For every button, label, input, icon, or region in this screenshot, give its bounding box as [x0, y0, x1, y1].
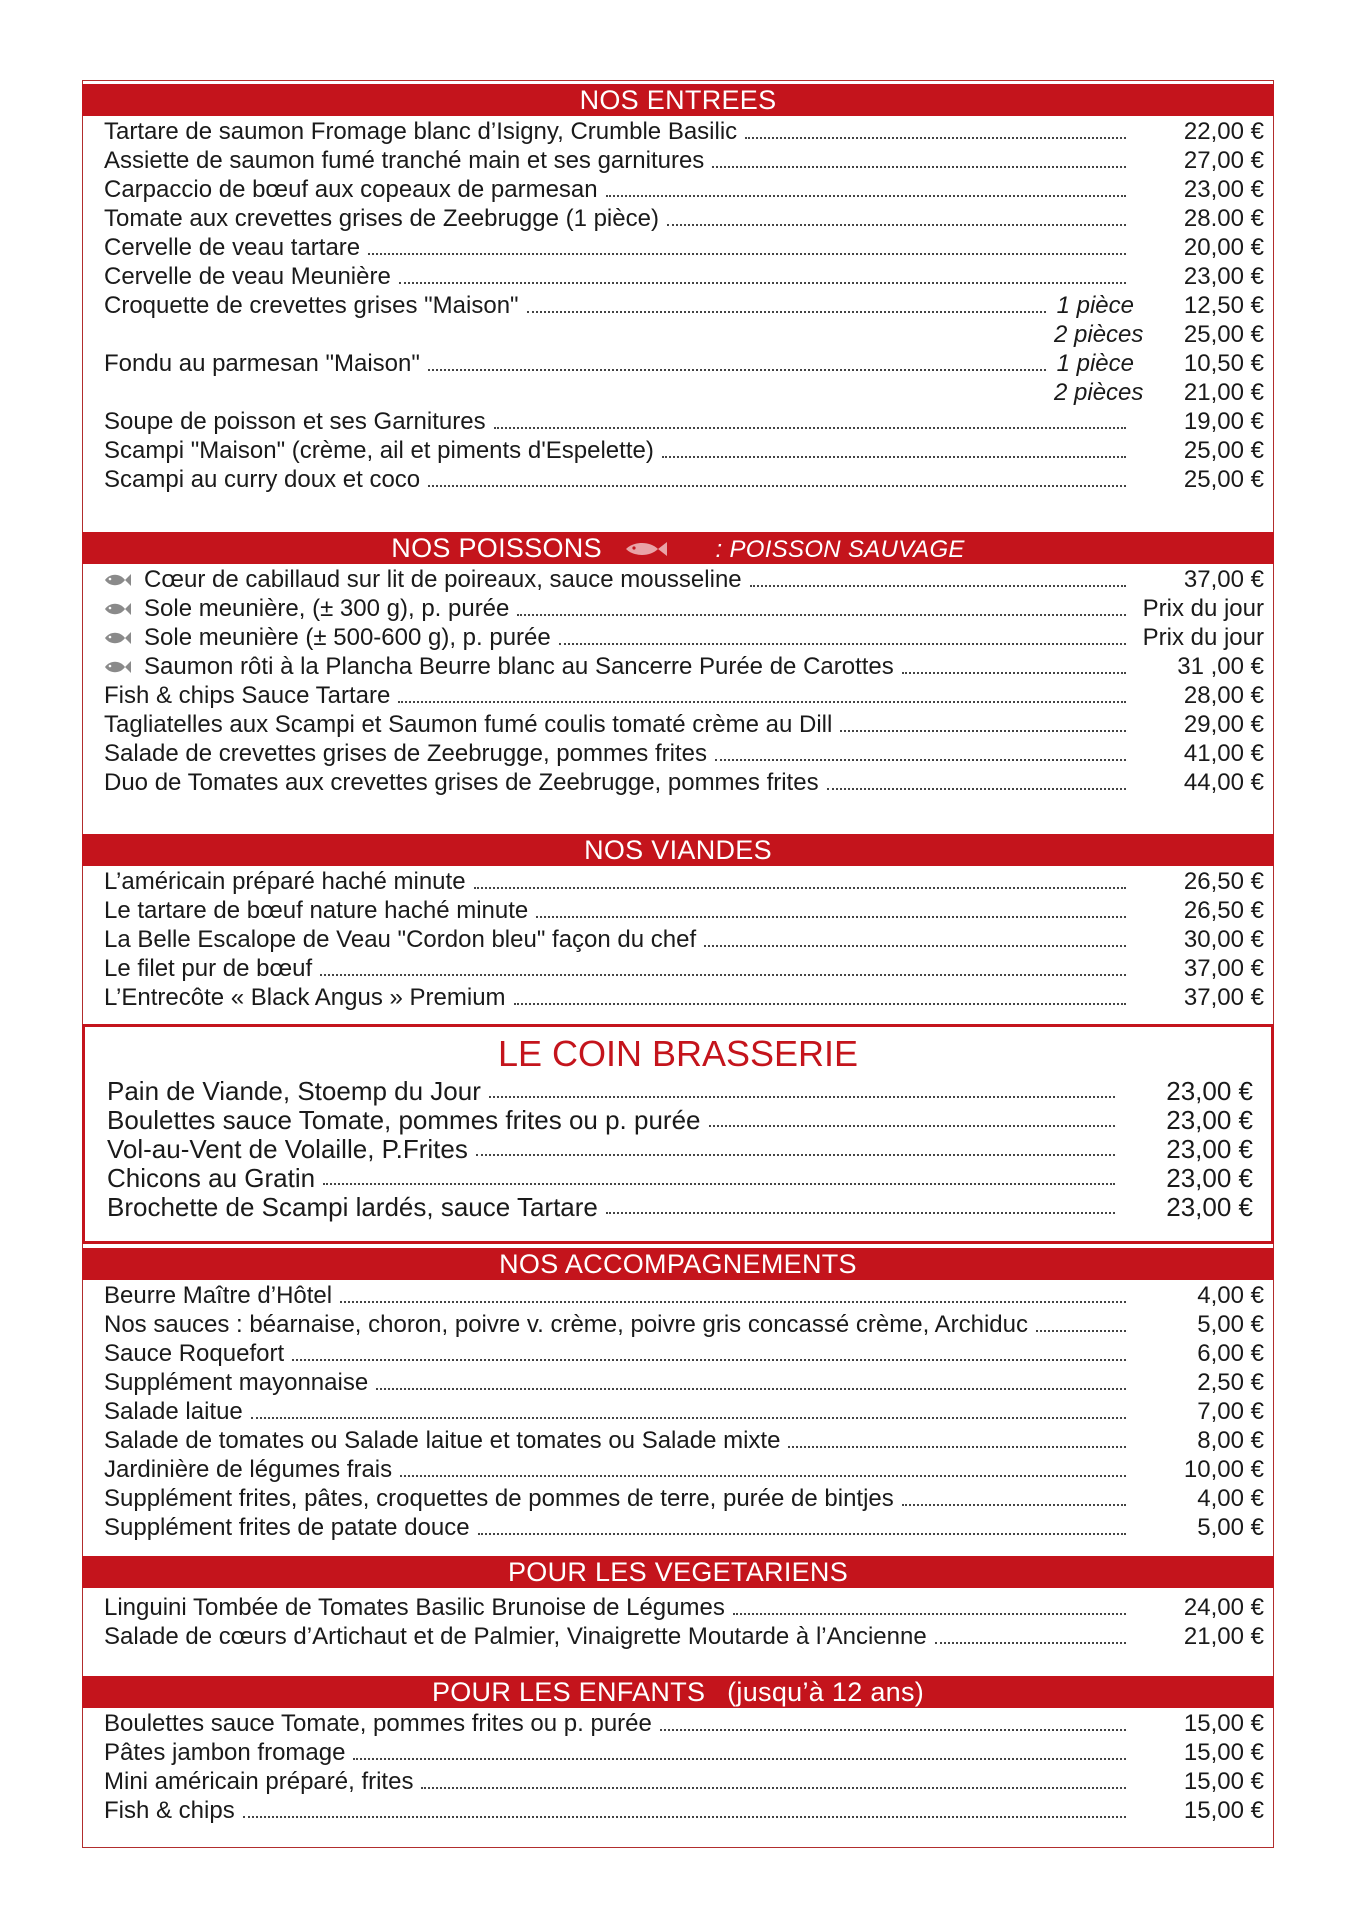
menu-item-label: Carpaccio de bœuf aux copeaux de parmesan: [104, 176, 598, 203]
section-entrees: [82, 84, 1274, 493]
menu-item-name: [104, 683, 390, 709]
menu-item-price: 20,00 €: [1183, 234, 1264, 261]
items-poissons: [82, 564, 1274, 796]
items-vegetariens: [82, 1592, 1274, 1650]
menu-item-name: [104, 625, 551, 651]
menu-item: [107, 1104, 1271, 1133]
dot-leader: [662, 455, 1126, 458]
menu-item-qty: 2 pièces: [1054, 379, 1144, 406]
menu-item-name: [104, 1624, 927, 1650]
menu-item-price: 28.00 €: [1183, 205, 1264, 232]
dot-leader: [399, 281, 1126, 284]
menu-item-price: 23,00 €: [1166, 1105, 1253, 1135]
menu-item-label: Saumon rôti à la Plancha Beurre blanc au Sancerre Purée de Carottes: [144, 653, 894, 680]
menu-item-price: 15,00 €: [1183, 1768, 1264, 1795]
menu-item-price: 4,00 €: [1197, 1282, 1264, 1309]
menu-item: [104, 116, 1274, 145]
menu-item: [107, 1191, 1271, 1220]
menu-item-label: Le filet pur de bœuf: [104, 955, 313, 982]
menu-item-label: Jardinière de légumes frais: [104, 1456, 393, 1483]
menu-item-price: 23,00 €: [1166, 1134, 1253, 1164]
section-band-enfants: [82, 1676, 1274, 1708]
menu-item-label: Cœur de cabillaud sur lit de poireaux, sauce mousseline: [144, 566, 742, 593]
dot-leader: [323, 1182, 1115, 1185]
menu-item-name: [104, 1457, 392, 1483]
dot-leader: [320, 973, 1126, 976]
menu-item-name: [104, 119, 737, 145]
menu-item: [104, 738, 1274, 767]
menu-item: [104, 261, 1274, 290]
menu-item: [104, 651, 1274, 680]
section-title-vegetariens: POUR LES VEGETARIENS: [82, 1556, 1274, 1588]
section-title-note-enfants: (jusqu’à 12 ans): [727, 1677, 925, 1707]
menu-item-name: [104, 1769, 413, 1795]
menu-item-name: [104, 1312, 1028, 1338]
menu-item-name: [104, 770, 819, 796]
dot-leader: [489, 1095, 1115, 1098]
menu-item-price: 29,00 €: [1183, 711, 1264, 738]
menu-item-name: [104, 177, 598, 203]
menu-item-label: Scampi "Maison" (crème, ail et piments d'Espelette): [104, 437, 654, 464]
dot-leader: [398, 700, 1126, 703]
menu-item-price: 37,00 €: [1183, 566, 1264, 593]
menu-item-price: 24,00 €: [1183, 1594, 1264, 1621]
menu-item-price: 27,00 €: [1183, 147, 1264, 174]
menu-item-qty: 2 pièces: [1054, 321, 1144, 348]
dot-leader: [368, 252, 1126, 255]
menu-item-label: Boulettes sauce Tomate, pommes frites ou p. purée: [104, 1710, 652, 1737]
menu-item-label: Soupe de poisson et ses Garnitures: [104, 408, 486, 435]
dot-leader: [704, 944, 1126, 947]
menu-item: [104, 1454, 1274, 1483]
dot-leader: [376, 1387, 1126, 1390]
dot-leader: [750, 584, 1126, 587]
menu-item-name: [104, 206, 659, 232]
menu-item: [104, 767, 1274, 796]
menu-item-price: 25,00 €: [1183, 321, 1264, 348]
menu-item: [107, 1075, 1271, 1104]
menu-item: [104, 924, 1274, 953]
menu-item-name: [104, 1486, 894, 1512]
menu-item-price: 23,00 €: [1166, 1192, 1253, 1222]
dot-leader: [292, 1358, 1126, 1361]
dot-leader: [1036, 1329, 1126, 1332]
menu-item-price: 31 ,00 €: [1177, 653, 1264, 680]
dot-leader: [478, 1532, 1126, 1535]
menu-item-name: [104, 148, 704, 174]
menu-item-label: Supplément frites, pâtes, croquettes de pommes de terre, purée de bintjes: [104, 1485, 894, 1512]
dot-leader: [476, 1153, 1115, 1156]
menu-item-price: 23,00 €: [1166, 1163, 1253, 1193]
menu-item-label: Mini américain préparé, frites: [104, 1768, 414, 1795]
dot-leader: [514, 1002, 1126, 1005]
menu-item-name: [104, 1370, 368, 1396]
menu-item-name: [104, 264, 391, 290]
menu-item-name: [104, 1341, 284, 1367]
section-vegetariens: [82, 1556, 1274, 1650]
menu-item-price: 12,50 €: [1183, 292, 1264, 319]
dot-leader: [827, 787, 1126, 790]
menu-item-price: 25,00 €: [1183, 466, 1264, 493]
menu-item-name: [104, 1798, 235, 1824]
menu-item-price: 30,00 €: [1183, 926, 1264, 953]
menu-item-name: [104, 1399, 243, 1425]
dot-leader: [559, 642, 1126, 645]
dot-leader: [400, 1474, 1126, 1477]
menu-item-label: Linguini Tombée de Tomates Basilic Brunoise de Légumes: [104, 1594, 725, 1621]
menu-item-name: [104, 898, 528, 924]
menu-item-price: 23,00 €: [1166, 1076, 1253, 1106]
items-brasserie: [85, 1075, 1271, 1220]
menu-item: [104, 1338, 1274, 1367]
menu-item-name: [104, 1740, 345, 1766]
section-band-poissons: [82, 532, 1274, 564]
menu-item: [104, 953, 1274, 982]
menu-item-price: 5,00 €: [1197, 1311, 1264, 1338]
legend-wild-fish: : POISSON SAUVAGE: [715, 536, 965, 563]
dot-leader: [715, 758, 1126, 761]
menu-item: [107, 1133, 1271, 1162]
menu-item-price: 6,00 €: [1197, 1340, 1264, 1367]
menu-item-price: 25,00 €: [1183, 437, 1264, 464]
menu-item-name: [104, 869, 466, 895]
items-accompagnements: [82, 1280, 1274, 1541]
fish-icon: [104, 658, 132, 676]
menu-item-label: Boulettes sauce Tomate, pommes frites ou p. purée: [107, 1105, 701, 1135]
menu-item-price: 26,50 €: [1183, 897, 1264, 924]
menu-item: [104, 203, 1274, 232]
menu-item: [104, 1280, 1274, 1309]
dot-leader: [902, 671, 1126, 674]
menu-item-label: Tartare de saumon Fromage blanc d’Isigny, Crumble Basilic: [104, 118, 738, 145]
menu-item-label: Chicons au Gratin: [107, 1163, 316, 1193]
menu-item-label: Nos sauces : béarnaise, choron, poivre v. crème, poivre gris concassé crème, Archiduc: [104, 1311, 1028, 1338]
menu-item-price: 37,00 €: [1183, 955, 1264, 982]
dot-leader: [606, 1211, 1115, 1214]
dot-leader: [745, 136, 1126, 139]
menu-item: [104, 1737, 1274, 1766]
menu-item: [104, 622, 1274, 651]
dot-leader: [353, 1757, 1126, 1760]
menu-item-name: [104, 1283, 332, 1309]
menu-item-price: 15,00 €: [1183, 1797, 1264, 1824]
menu-item: [104, 290, 1274, 319]
menu-item-price: 10,50 €: [1183, 350, 1264, 377]
menu-item-name: [107, 1165, 315, 1191]
menu-item-label: Pain de Viande, Stoemp du Jour: [107, 1076, 481, 1106]
menu-item: [104, 377, 1274, 406]
dot-leader: [243, 1815, 1126, 1818]
menu-item: [104, 435, 1274, 464]
dot-leader: [660, 1728, 1126, 1731]
menu-item-price: 21,00 €: [1183, 1623, 1264, 1650]
menu-item-name: [104, 467, 420, 493]
menu-item-name: [104, 741, 707, 767]
dot-leader: [733, 1612, 1126, 1615]
dot-leader: [428, 484, 1126, 487]
fish-icon: [104, 629, 132, 647]
fish-icon: [624, 539, 668, 559]
menu-item-name: [104, 567, 742, 593]
dot-leader: [606, 194, 1126, 197]
menu-item-qty: 1 pièce: [1056, 292, 1134, 319]
menu-item-label: Supplément mayonnaise: [104, 1369, 369, 1396]
section-title-brasserie: LE COIN BRASSERIE: [497, 1033, 859, 1074]
menu-item-label: Sole meunière, (± 300 g), p. purée: [144, 595, 510, 622]
menu-item-qty: 1 pièce: [1056, 350, 1134, 377]
menu-item-label: Pâtes jambon fromage: [104, 1739, 346, 1766]
menu-item-label: Salade de cœurs d’Artichaut et de Palmier, Vinaigrette Moutarde à l’Ancienne: [104, 1623, 927, 1650]
menu-item-label: Tagliatelles aux Scampi et Saumon fumé coulis tomaté crème au Dill: [104, 711, 833, 738]
dot-leader: [421, 1786, 1126, 1789]
dot-leader: [788, 1445, 1126, 1448]
menu-item-label: Cervelle de veau Meunière: [104, 263, 391, 290]
menu-item-price: 21,00 €: [1183, 379, 1264, 406]
menu-item-label: La Belle Escalope de Veau "Cordon bleu" façon du chef: [104, 926, 697, 953]
menu-item-label: Salade de crevettes grises de Zeebrugge, pommes frites: [104, 740, 707, 767]
menu-item-label: Salade laitue: [104, 1398, 243, 1425]
menu-item-name: [107, 1136, 468, 1162]
menu-item-name: [104, 1428, 780, 1454]
menu-item-name: [107, 1107, 701, 1133]
menu-item-price: 22,00 €: [1183, 118, 1264, 145]
dot-leader: [251, 1416, 1126, 1419]
menu-item: [104, 680, 1274, 709]
menu-item-label: Duo de Tomates aux crevettes grises de Zeebrugge, pommes frites: [104, 769, 819, 796]
menu-item-name: [104, 1711, 652, 1737]
menu-item: [104, 406, 1274, 435]
section-enfants: [82, 1676, 1274, 1824]
menu-item-label: Scampi au curry doux et coco: [104, 466, 421, 493]
menu-item-price: 23,00 €: [1183, 176, 1264, 203]
items-enfants: [82, 1708, 1274, 1824]
menu-item-price: Prix du jour: [1142, 595, 1264, 622]
menu-item-price: 15,00 €: [1183, 1739, 1264, 1766]
menu-item: [104, 895, 1274, 924]
menu-item-label: Le tartare de bœuf nature haché minute: [104, 897, 529, 924]
menu-item-label: Sole meunière (± 500-600 g), p. purée: [144, 624, 551, 651]
dot-leader: [536, 915, 1126, 918]
menu-item-price: 7,00 €: [1197, 1398, 1264, 1425]
menu-item-name: [104, 1595, 725, 1621]
menu-item-label: Fish & chips Sauce Tartare: [104, 682, 391, 709]
dot-leader: [935, 1641, 1126, 1644]
menu-item-label: Croquette de crevettes grises "Maison": [104, 292, 519, 319]
menu-item: [104, 1425, 1274, 1454]
section-title-entrees: NOS ENTREES: [82, 84, 1274, 116]
menu-item: [104, 564, 1274, 593]
menu-item-name: [104, 235, 360, 261]
menu-item-name: [104, 596, 509, 622]
menu-item-price: 2,50 €: [1197, 1369, 1264, 1396]
menu-item-name: [104, 293, 519, 319]
menu-item-label: Fish & chips: [104, 1797, 235, 1824]
menu-item-name: [104, 438, 654, 464]
menu-item-label: L’américain préparé haché minute: [104, 868, 466, 895]
menu-item-name: [107, 1078, 481, 1104]
dot-leader: [428, 368, 1046, 371]
menu-item: [104, 464, 1274, 493]
menu-item: [104, 145, 1274, 174]
menu-item-name: [104, 956, 312, 982]
dot-leader: [340, 1300, 1126, 1303]
section-title-viandes: NOS VIANDES: [82, 834, 1274, 866]
section-accompagnements: [82, 1248, 1274, 1541]
fish-icon: [104, 571, 132, 589]
section-poissons: [82, 532, 1274, 796]
dot-leader: [902, 1503, 1126, 1506]
section-title-accompagnements: NOS ACCOMPAGNEMENTS: [82, 1248, 1274, 1280]
menu-item-name: [107, 1194, 598, 1220]
menu-item-label: Salade de tomates ou Salade laitue et tomates ou Salade mixte: [104, 1427, 781, 1454]
menu-item: [104, 982, 1274, 1011]
menu-item-label: Cervelle de veau tartare: [104, 234, 361, 261]
menu-item-price: 15,00 €: [1183, 1710, 1264, 1737]
menu-item: [104, 1309, 1274, 1338]
menu-item: [104, 1766, 1274, 1795]
menu-item: [104, 1795, 1274, 1824]
dot-leader: [709, 1124, 1115, 1127]
menu-item-price: 19,00 €: [1183, 408, 1264, 435]
menu-item: [104, 1396, 1274, 1425]
dot-leader: [494, 426, 1126, 429]
menu-item: [104, 593, 1274, 622]
section-title-enfants: POUR LES ENFANTS: [431, 1677, 706, 1707]
menu-item-name: [104, 351, 420, 377]
menu-item: [104, 1483, 1274, 1512]
menu-item-price: Prix du jour: [1142, 624, 1264, 651]
section-brasserie: [82, 1024, 1274, 1244]
fish-icon: [104, 600, 132, 618]
dot-leader: [527, 310, 1046, 313]
menu-item-price: 23,00 €: [1183, 263, 1264, 290]
menu-item-price: 10,00 €: [1183, 1456, 1264, 1483]
menu-item: [104, 1621, 1274, 1650]
menu-item-label: Vol-au-Vent de Volaille, P.Frites: [107, 1134, 468, 1164]
menu-item-label: Tomate aux crevettes grises de Zeebrugge (1 pièce): [104, 205, 659, 232]
menu-item-name: [104, 985, 506, 1011]
menu-item-price: 41,00 €: [1183, 740, 1264, 767]
dot-leader: [474, 886, 1126, 889]
menu-item: [104, 866, 1274, 895]
menu-item-label: Brochette de Scampi lardés, sauce Tartare: [107, 1192, 598, 1222]
menu-item: [104, 319, 1274, 348]
menu-item-label: Supplément frites de patate douce: [104, 1514, 470, 1541]
menu-item-price: 4,00 €: [1197, 1485, 1264, 1512]
menu-item-label: Fondu au parmesan "Maison": [104, 350, 420, 377]
menu-item: [104, 174, 1274, 203]
dot-leader: [712, 165, 1126, 168]
menu-item: [104, 348, 1274, 377]
menu-item: [104, 1592, 1274, 1621]
items-viandes: [82, 866, 1274, 1011]
menu-item-price: 8,00 €: [1197, 1427, 1264, 1454]
menu-item: [104, 232, 1274, 261]
menu-item-price: 44,00 €: [1183, 769, 1264, 796]
menu-item-label: Beurre Maître d’Hôtel: [104, 1282, 333, 1309]
menu-item-price: 26,50 €: [1183, 868, 1264, 895]
menu-item: [104, 1367, 1274, 1396]
section-title-poissons: NOS POISSONS: [391, 533, 602, 563]
menu-item: [104, 1708, 1274, 1737]
dot-leader: [517, 613, 1126, 616]
menu-item: [104, 709, 1274, 738]
menu-item-name: [104, 1515, 470, 1541]
menu-item-name: [104, 409, 486, 435]
menu-item-price: 5,00 €: [1197, 1514, 1264, 1541]
menu-item-name: [104, 712, 832, 738]
menu-item-label: Assiette de saumon fumé tranché main et ses garnitures: [104, 147, 705, 174]
dot-leader: [840, 729, 1126, 732]
menu-item-name: [104, 927, 696, 953]
menu-item-label: Sauce Roquefort: [104, 1340, 285, 1367]
menu-item-price: 28,00 €: [1183, 682, 1264, 709]
section-viandes: [82, 834, 1274, 1011]
dot-leader: [667, 223, 1126, 226]
menu-item-name: [104, 654, 894, 680]
menu-item: [107, 1162, 1271, 1191]
menu-item: [104, 1512, 1274, 1541]
menu-item-price: 37,00 €: [1183, 984, 1264, 1011]
items-entrees: [82, 116, 1274, 493]
menu-item-label: L’Entrecôte « Black Angus » Premium: [104, 984, 506, 1011]
